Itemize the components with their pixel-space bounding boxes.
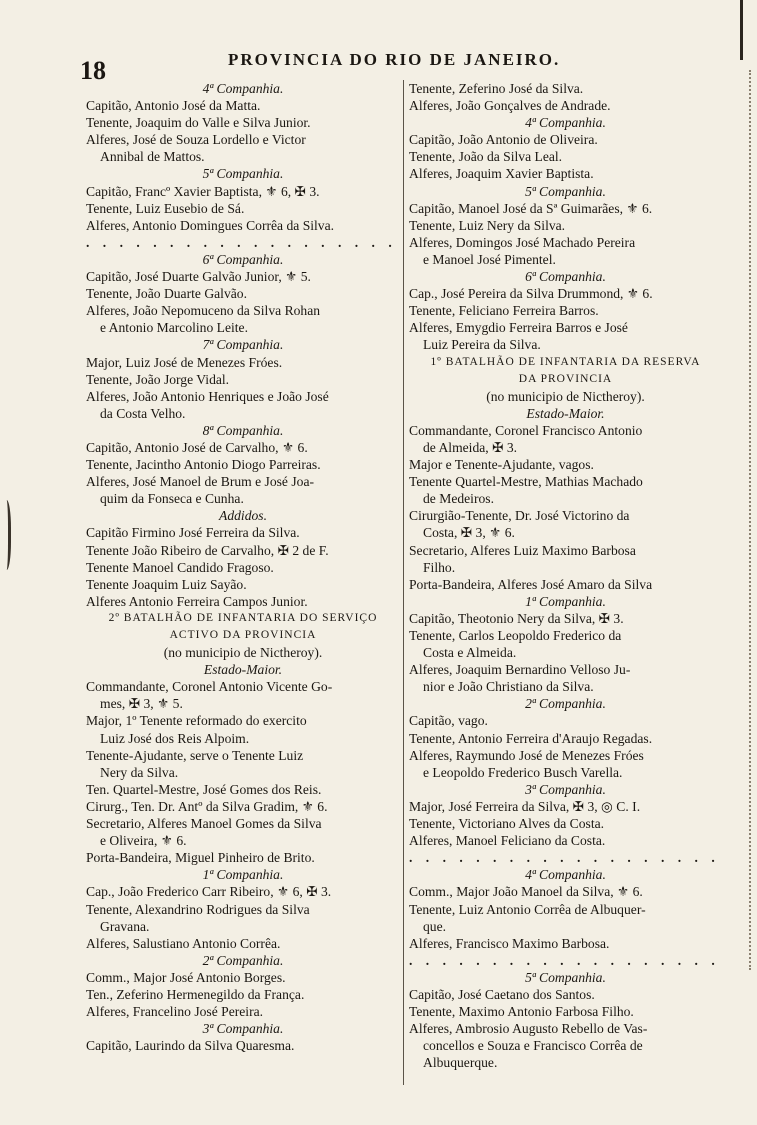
right-column: [409, 80, 722, 1071]
text-line: Tenente, João Duarte Galvão.: [86, 286, 247, 302]
text-line: de Almeida, ✠ 3.: [423, 439, 518, 455]
text-line: Tenente, Feliciano Ferreira Barros.: [409, 303, 599, 319]
battalion-heading: DA PROVINCIA: [518, 372, 613, 385]
section-heading: Addidos.: [219, 508, 267, 524]
text-line: Tenente, Zeferino José da Silva.: [409, 81, 584, 96]
text-line: Ten. Quartel-Mestre, José Gomes dos Reis.: [86, 781, 322, 797]
section-heading: Estado-Maior.: [526, 405, 605, 421]
text-line: Annibal de Mattos.: [100, 149, 205, 165]
text-line: Tenente, Jacintho Antonio Diogo Parreiras.: [86, 457, 321, 473]
text-line: Alferes Antonio Ferreira Campos Junior.: [86, 593, 308, 609]
text-line: Filho.: [423, 559, 456, 575]
section-heading: 1ª Companhia.: [525, 593, 606, 609]
battalion-heading: 2º BATALHÃO DE INFANTARIA DO SERVIÇO: [108, 611, 378, 624]
text-line: Capitão, João Antonio de Oliveira.: [409, 132, 598, 148]
text-line: Luiz José dos Reis Alpoim.: [100, 730, 250, 746]
text-line: Albuquerque.: [423, 1055, 498, 1071]
text-line: Gravana.: [100, 918, 150, 934]
text-line: Capitão, vago.: [409, 713, 488, 729]
text-line: Commandante, Coronel Francisco Antonio: [409, 422, 643, 438]
section-heading: 8ª Companhia.: [202, 422, 284, 438]
text-line: da Costa Velho.: [100, 405, 186, 421]
text-line: Capitão, Theotonio Nery da Silva, ✠ 3.: [409, 610, 624, 626]
text-line: Cap., José Pereira da Silva Drummond, ⚜ 6.: [409, 286, 653, 302]
text-line: Costa, ✠ 3, ⚜ 6.: [423, 525, 515, 541]
section-heading: 5ª Companhia.: [525, 183, 606, 199]
text-line: Alferes, José de Souza Lordello e Victor: [86, 132, 306, 148]
text-line: Capitão, Laurindo da Silva Quaresma.: [86, 1038, 295, 1054]
section-heading: 7ª Companhia.: [202, 337, 284, 353]
text-line: Alferes, Ambrosio Augusto Rebello de Vas-: [409, 1021, 648, 1037]
left-column: [86, 80, 400, 1054]
section-heading: 3ª Companhia.: [525, 781, 606, 797]
column-divider: [403, 80, 404, 1085]
text-line: Tenente, Maximo Antonio Farbosa Filho.: [409, 1004, 634, 1020]
section-heading: 2ª Companhia.: [202, 952, 284, 968]
text-line: Major, 1º Tenente reformado do exercito: [86, 713, 307, 729]
text-line: Tenente, Victoriano Alves da Costa.: [409, 816, 605, 832]
section-heading: 3ª Companhia.: [202, 1021, 284, 1037]
text-line: Alferes, Francelino José Pereira.: [86, 1004, 264, 1020]
text-line: Alferes, João Antonio Henriques e João José: [86, 388, 329, 404]
text-line: Tenente, Antonio Ferreira d'Araujo Regadas.: [409, 730, 653, 746]
text-line: Porta-Bandeira, Miguel Pinheiro de Brito.: [86, 850, 315, 866]
text-line: e Leopoldo Frederico Busch Varella.: [423, 764, 623, 780]
text-line: Tenente, Alexandrino Rodrigues da Silva: [86, 901, 310, 917]
text-line: Tenente João Ribeiro de Carvalho, ✠ 2 de F.: [86, 542, 329, 558]
text-line: Cirurg., Ten. Dr. Antº da Silva Gradim, ⚜ 6.: [86, 798, 328, 814]
text-line: Comm., Major José Antonio Borges.: [86, 969, 286, 985]
text-line: Capitão, Antonio José de Carvalho, ⚜ 6.: [86, 439, 308, 455]
text-line: Tenente, Luiz Eusebio de Sá.: [86, 200, 245, 216]
text-line: Capitão, Manoel José da Sª Guimarães, ⚜ 6.: [409, 200, 653, 216]
text-line: Tenente, João da Silva Leal.: [409, 149, 563, 165]
text-line: Tenente, Luiz Antonio Corrêa de Albuquer-: [409, 901, 646, 917]
text-line: Alferes, Emygdio Ferreira Barros e José: [409, 320, 628, 336]
page-number: 18: [80, 56, 106, 85]
text-line: Alferes, Manoel Feliciano da Costa.: [409, 833, 606, 849]
text-line: Capitão, José Caetano dos Santos.: [409, 986, 595, 1002]
text-line: Porta-Bandeira, Alferes José Amaro da Silva: [409, 576, 653, 592]
running-head-title: PROVINCIA DO RIO DE JANEIRO.: [228, 50, 561, 69]
text-line: Tenente Quartel-Mestre, Mathias Machado: [409, 474, 643, 490]
text-line: Commandante, Coronel Antonio Vicente Go-: [86, 679, 333, 695]
text-line: Major, José Ferreira da Silva, ✠ 3, ◎ C. I.: [409, 798, 641, 814]
text-line: Tenente, João Jorge Vidal.: [86, 371, 230, 387]
section-heading: 1ª Companhia.: [202, 867, 284, 883]
text-line: Alferes, Antonio Domingues Corrêa da Silva.: [86, 217, 335, 233]
text-line: e Oliveira, ⚜ 6.: [100, 833, 187, 849]
text-line: Nery da Silva.: [100, 764, 179, 780]
text-line: Tenente, Carlos Leopoldo Frederico da: [409, 628, 622, 643]
text-line: Tenente, Luiz Nery da Silva.: [409, 217, 566, 233]
elision-dots: . . . . . . . . . . . . . . . . . . .: [86, 234, 397, 250]
binding-notch: [0, 500, 11, 570]
text-line: Tenente Manoel Candido Fragoso.: [86, 559, 274, 575]
section-heading: 2ª Companhia.: [525, 696, 606, 712]
battalion-heading: 1º BATALHÃO DE INFANTARIA DA RESERVA: [430, 355, 701, 368]
text-line: Ten., Zeferino Hermenegildo da França.: [86, 986, 305, 1002]
text-line: Alferes, Joaquim Xavier Baptista.: [409, 166, 594, 182]
text-line: Alferes, Francisco Maximo Barbosa.: [409, 935, 610, 951]
text-line: Secretario, Alferes Manoel Gomes da Silva: [86, 816, 322, 832]
text-line: Capitão Firmino José Ferreira da Silva.: [86, 525, 300, 541]
text-line: Alferes, Raymundo José de Menezes Fróes: [409, 747, 644, 763]
text-line: Comm., Major João Manoel da Silva, ⚜ 6.: [409, 884, 643, 900]
section-heading: 6ª Companhia.: [525, 269, 606, 285]
text-line: Capitão, Antonio José da Matta.: [86, 98, 261, 114]
text-line: Cap., João Frederico Carr Ribeiro, ⚜ 6, ✠ 3.: [86, 884, 332, 900]
battalion-heading: ACTIVO DA PROVINCIA: [169, 629, 317, 641]
text-line: Secretario, Alferes Luiz Maximo Barbosa: [409, 542, 636, 558]
text-line: Tenente-Ajudante, serve o Tenente Luiz: [86, 747, 304, 763]
elision-dots: . . . . . . . . . . . . . . . . . . .: [409, 952, 720, 968]
section-heading: 4ª Companhia.: [525, 115, 606, 131]
text-line: Capitão, Francº Xavier Baptista, ⚜ 6, ✠ 3.: [86, 183, 320, 199]
text-line: Alferes, Salustiano Antonio Corrêa.: [86, 935, 281, 951]
text-line: Luiz Pereira da Silva.: [423, 337, 541, 353]
page-edge-mark: [740, 0, 743, 60]
elision-dots: . . . . . . . . . . . . . . . . . . .: [409, 850, 720, 866]
section-heading: 4ª Companhia.: [202, 81, 284, 96]
section-heading: 5ª Companhia.: [525, 969, 606, 985]
text-line: Alferes, Joaquim Bernardino Velloso Ju-: [409, 662, 631, 678]
text-line: quim da Fonseca e Cunha.: [100, 491, 244, 507]
text-line: que.: [423, 918, 447, 934]
text-line: Major, Luiz José de Menezes Fróes.: [86, 354, 283, 370]
text-line: e Manoel José Pimentel.: [423, 251, 556, 267]
section-heading: 4ª Companhia.: [525, 867, 606, 883]
text-line: Major e Tenente-Ajudante, vagos.: [409, 457, 594, 473]
text-line: Cirurgião-Tenente, Dr. José Victorino da: [409, 508, 630, 524]
text-line: de Medeiros.: [423, 491, 494, 507]
section-heading: 6ª Companhia.: [202, 251, 284, 267]
page-edge-specks: [739, 70, 751, 970]
text-line: mes, ✠ 3, ⚜ 5.: [100, 696, 183, 712]
text-line: Tenente Joaquim Luiz Sayão.: [86, 576, 247, 592]
text-line: Alferes, Domingos José Machado Pereira: [409, 234, 636, 250]
section-heading: 5ª Companhia.: [202, 166, 284, 182]
text-line: nior e João Christiano da Silva.: [423, 679, 594, 695]
text-line: Alferes, José Manoel de Brum e José Joa-: [86, 474, 315, 490]
text-line: (no municipio de Nictheroy).: [486, 388, 645, 404]
text-line: concellos e Souza e Francisco Corrêa de: [423, 1038, 643, 1054]
section-heading: Estado-Maior.: [203, 662, 283, 678]
text-line: (no municipio de Nictheroy).: [163, 645, 323, 661]
text-line: Costa e Almeida.: [423, 645, 517, 661]
text-line: Alferes, João Nepomuceno da Silva Rohan: [86, 303, 321, 319]
text-line: e Antonio Marcolino Leite.: [100, 320, 248, 336]
text-line: Capitão, José Duarte Galvão Junior, ⚜ 5.: [86, 269, 311, 285]
text-line: Alferes, João Gonçalves de Andrade.: [409, 98, 611, 114]
text-line: Tenente, Joaquim do Valle e Silva Junior.: [86, 115, 311, 131]
